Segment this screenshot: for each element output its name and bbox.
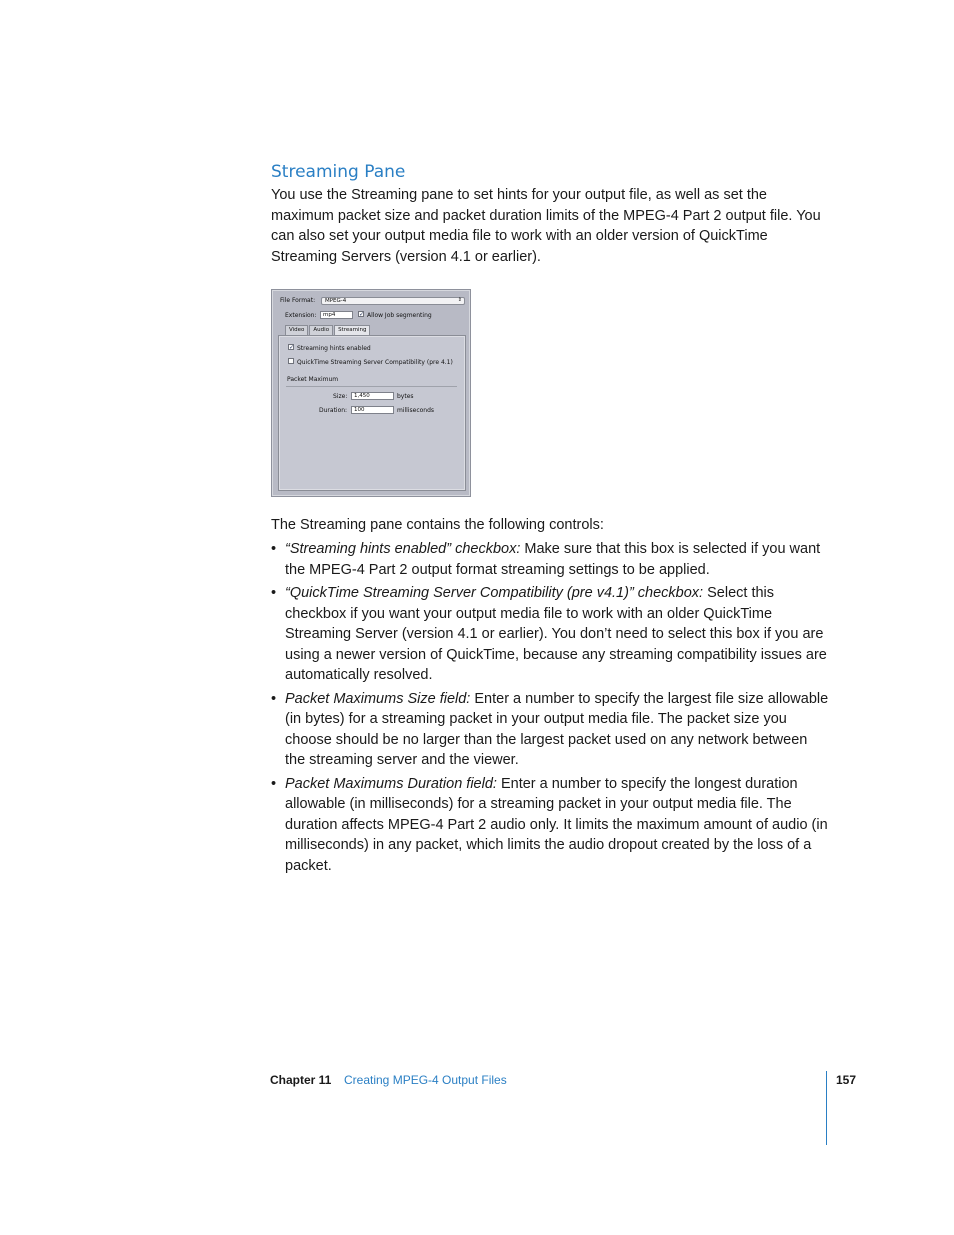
control-term: “QuickTime Streaming Server Compatibility (pre v4.1)” checkbox: — [285, 585, 704, 601]
control-description: Select this checkbox if you want your output media file to work with an older QuickTime Streaming Server (version 4.1 or earlier). You don’t need to select this box if you are using a newer version of QuickTime, because any streaming compatibility issues are automatically resolved. — [285, 585, 827, 683]
control-description: Make sure that this box is selected if you want the MPEG-4 Part 2 output format streaming settings to be applied. — [285, 541, 821, 578]
footer-chapter-title: Creating MPEG-4 Output Files — [344, 1073, 507, 1087]
streaming-hints-checkbox: ✓ — [289, 344, 295, 351]
extension-label: Extension: — [285, 312, 317, 319]
file-format-popup — [321, 297, 465, 305]
tab-streaming: Streaming — [334, 325, 370, 335]
bullet-icon: • — [271, 775, 277, 792]
footer-divider — [826, 1071, 827, 1145]
packet-maximum-label: Packet Maximum — [287, 376, 339, 383]
bullet-icon: • — [271, 585, 277, 601]
tab-audio: Audio — [309, 325, 333, 335]
bullet-icon: • — [271, 690, 277, 707]
qt-compat-label: QuickTime Streaming Server Compatibility (pre 4.1) — [297, 359, 453, 366]
page-number: 157 — [836, 1073, 857, 1087]
controls-list — [271, 539, 831, 879]
allow-job-segmenting-label: Allow Job segmenting — [367, 312, 432, 319]
intro-paragraph: You use the Streaming pane to set hints for your output file, as well as set the maximum packet size and packet duration limits of the MPEG-4 Part 2 output file. You can also set your output media file to work with an older version of QuickTime Streaming Servers (version 4.1 or earlier). — [271, 187, 821, 265]
control-term: “Streaming hints enabled” checkbox: — [285, 541, 521, 557]
control-term: Packet Maximums Size field: — [285, 690, 471, 707]
file-format-label: File Format: — [280, 297, 316, 304]
list-item — [271, 583, 831, 686]
list-item — [271, 774, 831, 877]
pane-tabs — [285, 325, 371, 335]
footer-chapter: Chapter 11 — [270, 1073, 332, 1087]
size-field: 1,450 — [351, 392, 394, 400]
size-unit: bytes — [397, 393, 414, 400]
list-item — [271, 539, 831, 580]
duration-unit: milliseconds — [397, 407, 435, 414]
size-label: Size: — [333, 393, 348, 400]
control-term: Packet Maximums Duration field: — [285, 775, 497, 792]
section-heading: Streaming Pane — [271, 162, 406, 182]
bullet-icon: • — [271, 541, 277, 557]
control-description: Enter a number to specify the largest file size allowable (in bytes) for a streaming packet in your output media file. The packet size you choose should be no larger than the largest packet used on any network between the streaming server and the viewer. — [285, 690, 829, 768]
tab-video: Video — [285, 325, 308, 335]
popup-arrows-icon: ⇕ — [457, 297, 462, 303]
duration-field: 100 — [351, 406, 394, 414]
qt-compat-checkbox — [288, 358, 294, 364]
file-format-value: MPEG-4 — [325, 298, 347, 304]
control-description: Enter a number to specify the longest duration allowable (in milliseconds) for a streaming packet in your output media file. The duration affects MPEG-4 Part 2 audio only. It limits the maximum amount of audio (in milliseconds) in any packet, which limits the audio dropout created by the loss of a packet. — [285, 775, 828, 874]
packet-maximum-divider — [286, 386, 457, 387]
allow-job-segmenting-checkbox: ✓ — [359, 311, 365, 318]
controls-lead: The Streaming pane contains the following controls: — [271, 517, 604, 533]
streaming-hints-label: Streaming hints enabled — [297, 345, 371, 352]
extension-field: mp4 — [320, 311, 353, 319]
streaming-pane-screenshot — [271, 289, 471, 497]
duration-label: Duration: — [319, 407, 348, 414]
list-item — [271, 689, 831, 771]
